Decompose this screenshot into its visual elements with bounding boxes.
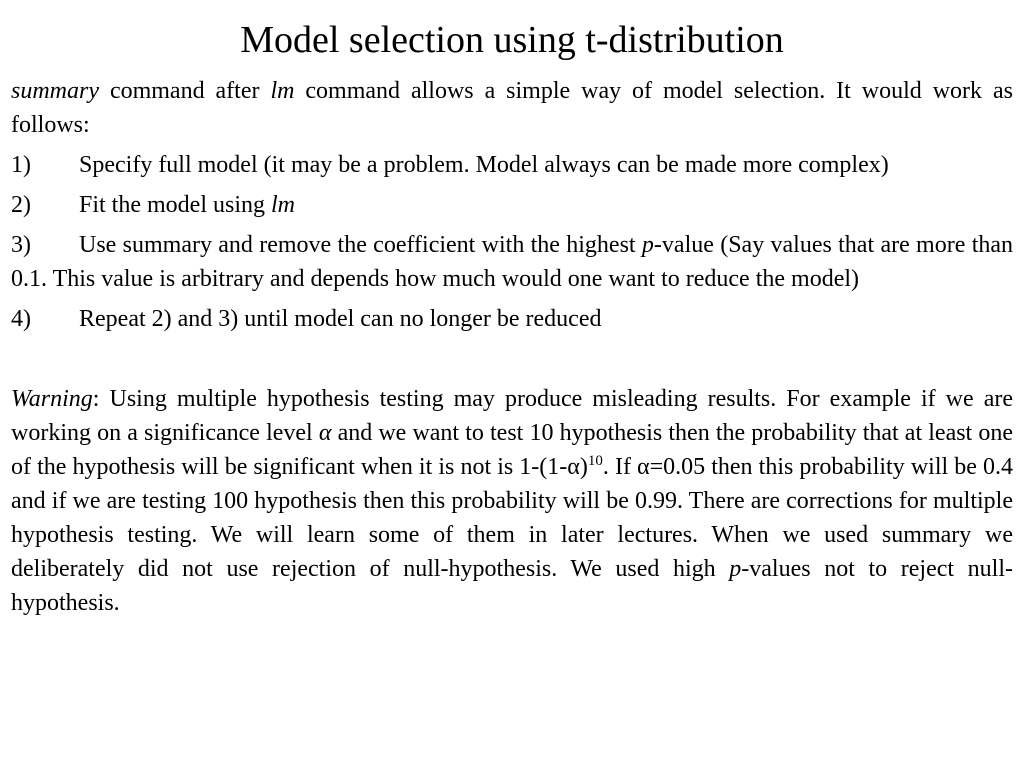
step-text: Fit the model using xyxy=(79,192,271,218)
step-emphasis: p xyxy=(641,232,654,258)
step-text: Repeat 2) and 3) until model can no longer be reduced xyxy=(79,306,602,332)
step-2 xyxy=(11,188,1013,222)
exponent: 10 xyxy=(587,453,603,469)
warning-text-4: -values not to reject null-hypothesis. xyxy=(11,556,1013,616)
lm-term: lm xyxy=(270,78,295,104)
warning-text-1: : Using multiple hypothesis testing may produce misleading results. For example if we are working on a significance level xyxy=(11,386,1013,446)
step-emphasis: lm xyxy=(271,192,295,218)
intro-text-2: command allows a simple way of model selection. It would work as follows: xyxy=(11,78,1013,138)
p-symbol: p xyxy=(729,556,742,582)
intro-paragraph xyxy=(11,74,1013,142)
step-text: Use summary and remove the coefficient with the highest xyxy=(79,232,642,258)
intro-text-1: command after xyxy=(99,78,271,104)
warning-label: Warning xyxy=(11,386,93,412)
step-3 xyxy=(11,228,1013,296)
slide-title: Model selection using t-distribution xyxy=(240,19,784,61)
step-number: 4) xyxy=(11,306,31,332)
warning-text-2: and we want to test 10 hypothesis then the probability that at least one of the hypothesis will be significant when it is not is 1-(1-α) xyxy=(11,420,1013,480)
warning-paragraph xyxy=(11,382,1013,620)
step-number: 1) xyxy=(11,152,31,178)
summary-term: summary xyxy=(11,78,99,104)
step-number: 3) xyxy=(11,232,31,258)
step-text-continued: -value (Say values that are more than 0.1. This value is arbitrary and depends how much would one want to reduce the model) xyxy=(11,232,1014,292)
step-text: Specify full model (it may be a problem. Model always can be made more complex) xyxy=(79,152,889,178)
step-1 xyxy=(11,148,1013,182)
warning-text-3: . If α=0.05 then this probability will be 0.4 and if we are testing 100 hypothesis then this probability will be 0.99. There are corrections for multiple hypothesis testing. We will learn some of them in later lectures. When we used summary we deliberately did not use rejection of null-hypothesis. We used high xyxy=(11,454,1013,582)
step-number: 2) xyxy=(11,192,31,218)
slide-body xyxy=(11,74,1013,620)
step-4 xyxy=(11,302,1013,336)
alpha-symbol: α xyxy=(318,420,332,446)
